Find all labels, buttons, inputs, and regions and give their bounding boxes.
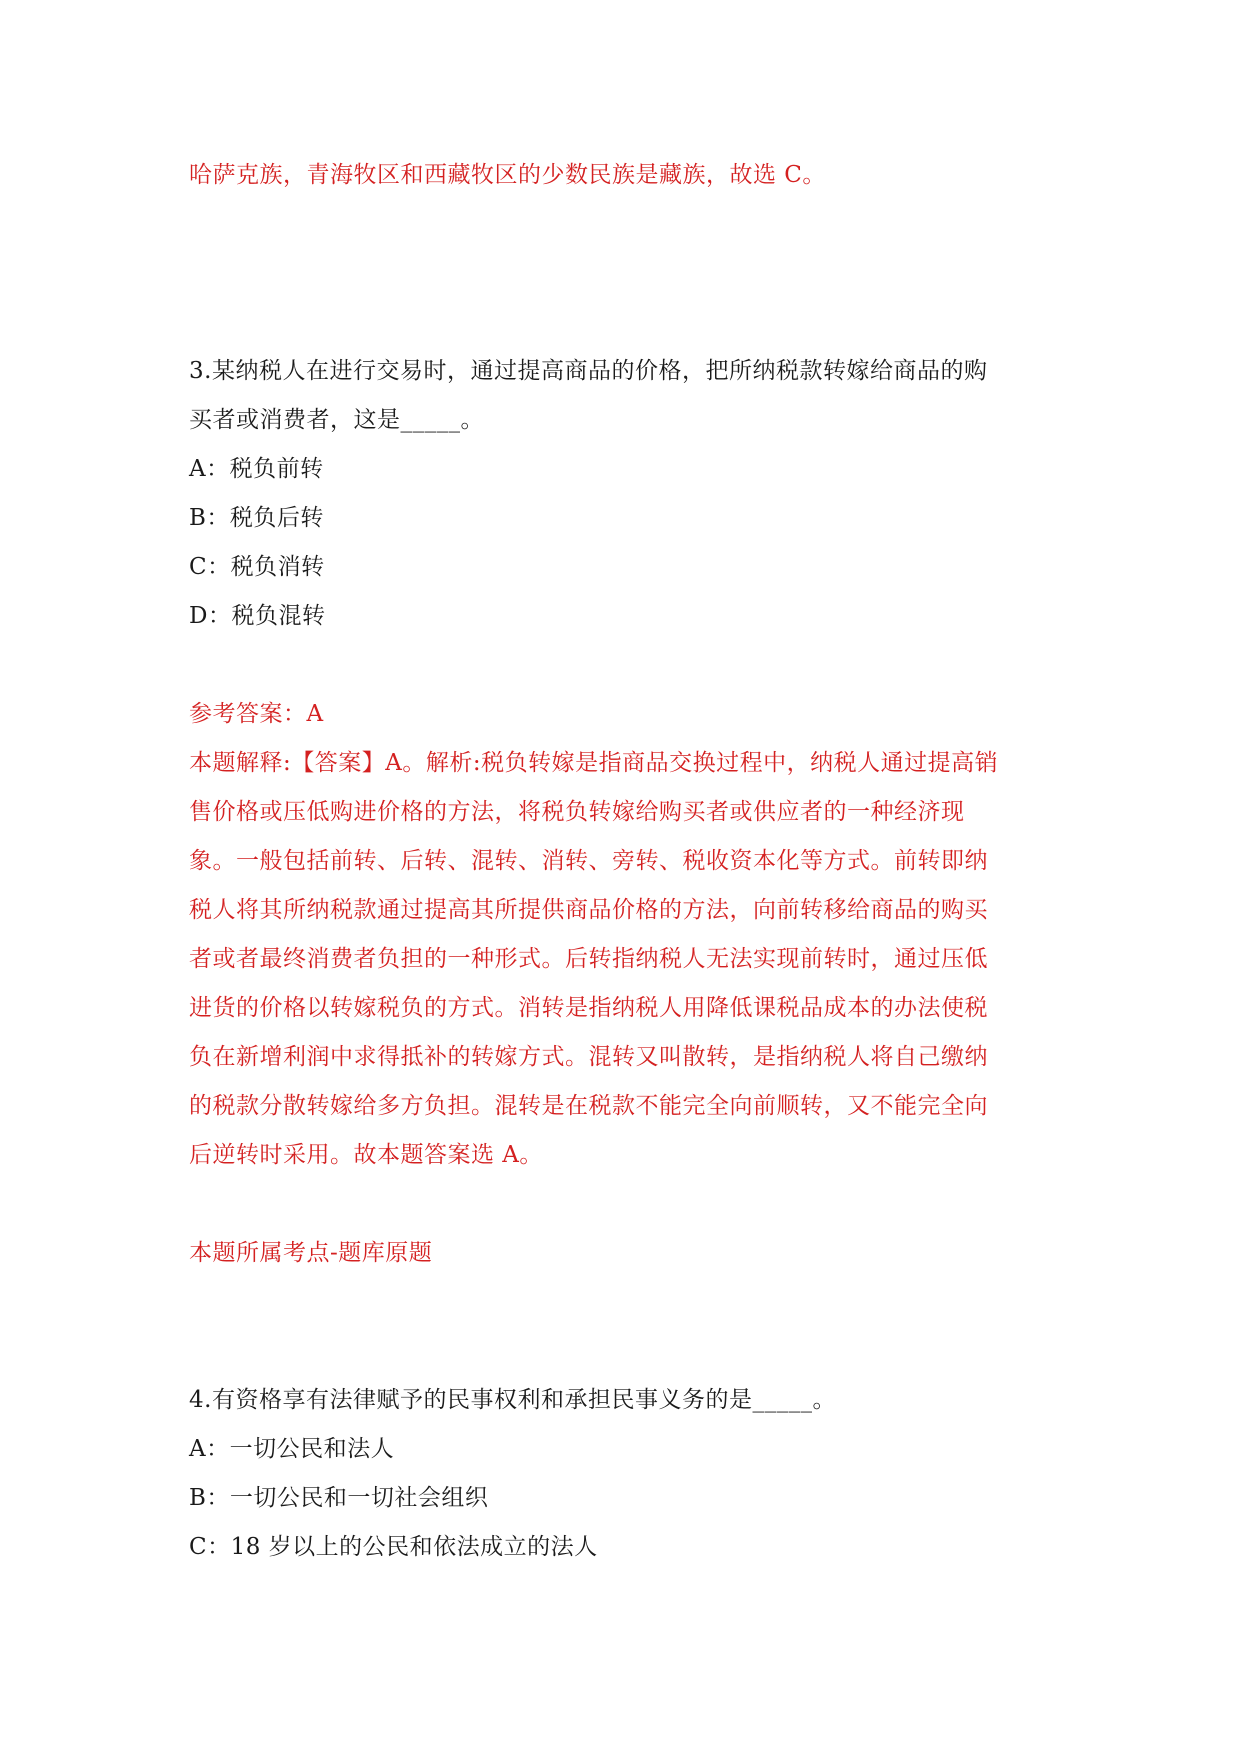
q3-explanation-line: 者或者最终消费者负担的一种形式。后转指纳税人无法实现前转时，通过压低 — [189, 946, 988, 972]
q3-explanation-line: 后逆转时采用。故本题答案选 A。 — [189, 1142, 543, 1168]
q3-stem-line2: 买者或消费者，这是_____。 — [189, 407, 484, 433]
prev-explanation-tail: 哈萨克族，青海牧区和西藏牧区的少数民族是藏族，故选 C。 — [189, 162, 826, 188]
q3-answer: 参考答案：A — [189, 701, 324, 727]
q3-explanation-line: 售价格或压低购进价格的方法，将税负转嫁给购买者或供应者的一种经济现 — [189, 799, 965, 825]
q3-stem-line1: 3.某纳税人在进行交易时，通过提高商品的价格，把所纳税款转嫁给商品的购 — [189, 358, 988, 384]
q3-explanation-line: 负在新增利润中求得抵补的转嫁方式。混转又叫散转，是指纳税人将自己缴纳 — [189, 1044, 988, 1070]
q3-option-b: B：税负后转 — [189, 505, 324, 531]
q3-explanation-line: 本题解释:【答案】A。解析:税负转嫁是指商品交换过程中，纳税人通过提高销 — [189, 750, 999, 776]
q4-stem: 4.有资格享有法律赋予的民事权利和承担民事义务的是_____。 — [189, 1387, 836, 1413]
q3-explanation-line: 税人将其所纳税款通过提高其所提供商品价格的方法，向前转移给商品的购买 — [189, 897, 988, 923]
q4-option-b: B：一切公民和一切社会组织 — [189, 1485, 489, 1511]
q4-option-c: C：18 岁以上的公民和依法成立的法人 — [189, 1534, 598, 1560]
q3-explanation-line: 的税款分散转嫁给多方负担。混转是在税款不能完全向前顺转，又不能完全向 — [189, 1093, 988, 1119]
q4-option-a: A：一切公民和法人 — [189, 1436, 395, 1462]
q3-option-a: A：税负前转 — [189, 456, 324, 482]
q3-topic: 本题所属考点-题库原题 — [189, 1240, 433, 1266]
q3-explanation-line: 象。一般包括前转、后转、混转、消转、旁转、税收资本化等方式。前转即纳 — [189, 848, 988, 874]
q3-explanation-line: 进货的价格以转嫁税负的方式。消转是指纳税人用降低课税品成本的办法使税 — [189, 995, 988, 1021]
q3-option-d: D：税负混转 — [189, 603, 326, 629]
q3-option-c: C：税负消转 — [189, 554, 325, 580]
